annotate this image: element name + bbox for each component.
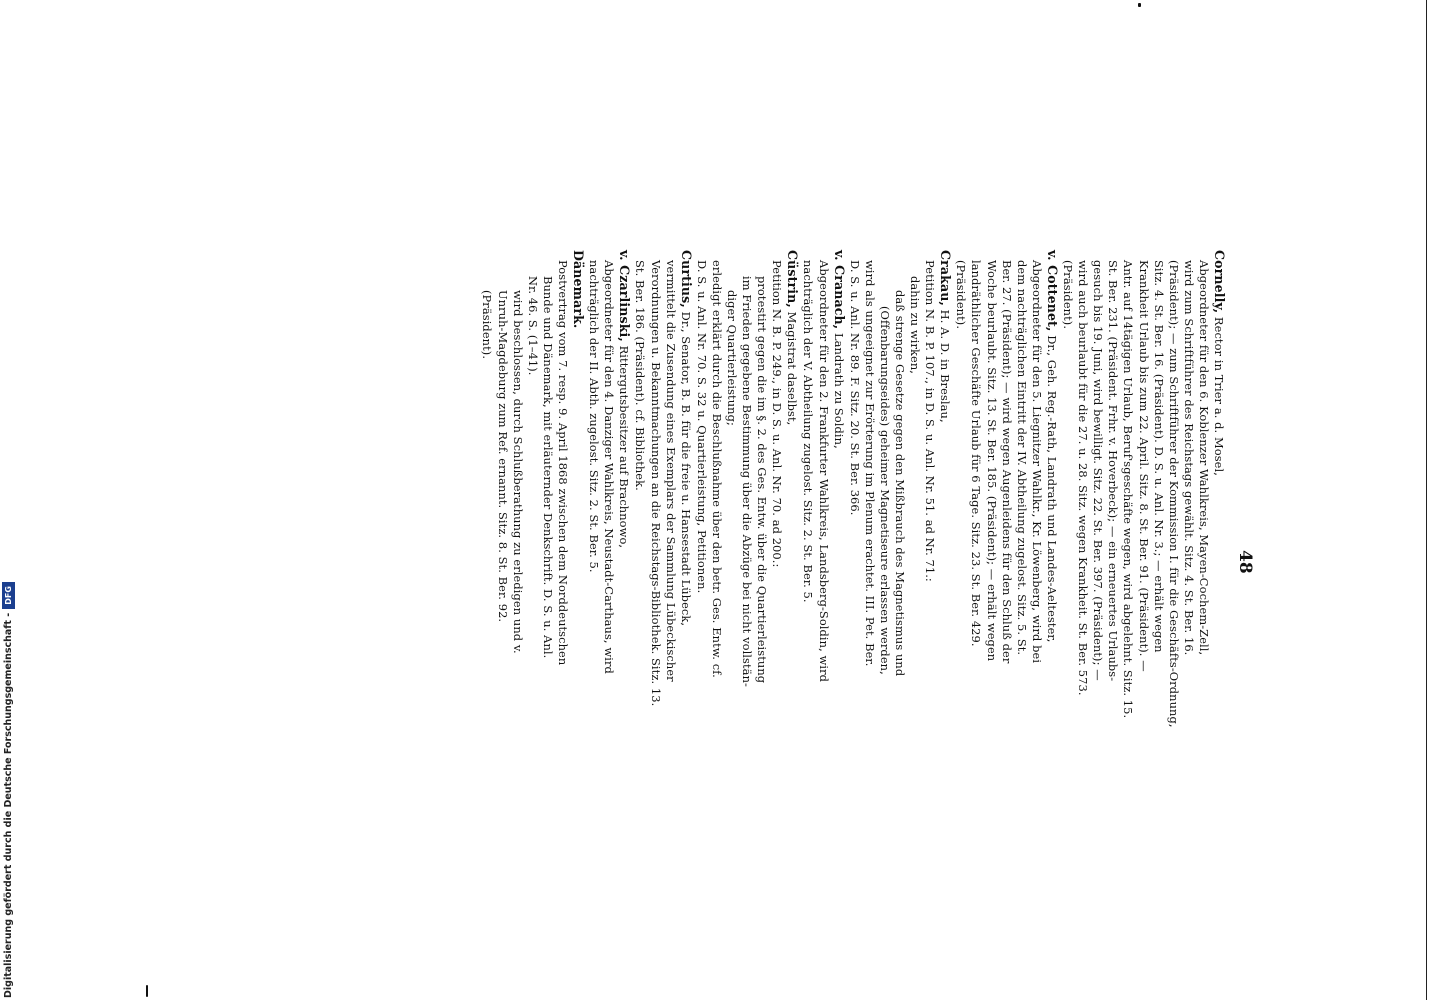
- register-entry: [953, 250, 1060, 950]
- entry-line: [1120, 250, 1135, 950]
- entry-text: im Frieden gegebene Bestimmung über die Abzüge bei nicht vollstän-: [740, 276, 755, 687]
- entry-text: (Präsident); — zum Schriftführer der Kommission I. für die Geschäfts-Ordnung,: [1166, 260, 1181, 728]
- scan-speck: [1138, 3, 1141, 7]
- entry-text: (Präsident).: [1061, 260, 1076, 330]
- entry-text: Ber. 27. (Präsident); — wird wegen Augenleidens für den Schluß der: [999, 260, 1014, 664]
- entry-heading: Curtius,: [678, 250, 694, 308]
- entry-text: St. Ber. 231. (Präsident. Frhr. v. Hoverbeck); — ein erneuertes Urlaubs-: [1106, 260, 1121, 682]
- entry-line: [510, 250, 525, 950]
- entry-line: [495, 250, 510, 950]
- entry-line: [892, 250, 907, 950]
- entry-text: St. Ber. 186. (Präsident). cf. Bibliothek.: [633, 260, 648, 491]
- entry-text: wird beschlossen, durch Schlußberathung zu erledigen und v.: [510, 290, 525, 654]
- register-entry: [800, 250, 846, 950]
- entry-text: Petition N. B. P. 249., in D. S. u. Anl. Nr. 70. ad 200.:: [770, 260, 785, 568]
- entry-line: [984, 250, 999, 950]
- entry-text: (Offenbarungseides) geheimer Magnetiseure erlassen werden,: [877, 306, 892, 675]
- entry-line: [847, 250, 862, 950]
- entry-text: diger Quartierleistung;: [725, 290, 739, 426]
- entry-text: Antr. auf 14tägigen Urlaub, Beruf'sgeschäfte wegen, wird abgelehnt. Sitz. 15.: [1121, 260, 1136, 719]
- entry-line: [1135, 250, 1150, 950]
- entry-line: [555, 250, 570, 950]
- entry-line: [769, 250, 784, 950]
- entry-text: dahin zu wirken,: [908, 276, 923, 375]
- entry-text: D. S. u. Anl. Nr. 89. F. Sitz. 20. St. Ber. 366.: [847, 260, 862, 516]
- entry-heading: Crakau,: [938, 250, 954, 306]
- register-entry: [1060, 250, 1227, 950]
- entry-line: [999, 250, 1014, 950]
- entry-text: gesuch bis 19. Juni, wird bewilligt. Sitz. 22. St. Ber. 397. (Präsident); —: [1091, 260, 1106, 681]
- entry-line: [1166, 250, 1181, 950]
- scan-speck: [146, 985, 148, 997]
- entry-text: Dr., Senator, B. B. für die freie u. Hansestadt Lübeck,: [678, 307, 693, 627]
- entry-text: (Präsident).: [480, 290, 495, 360]
- entry-text: Dr., Geh. Reg.-Rath, Landrath und Landes-Aeltester,: [1044, 331, 1059, 643]
- entry-line: [1044, 250, 1060, 950]
- entry-heading: v. Czarlinski,: [617, 250, 633, 342]
- entry-line: [1060, 250, 1075, 950]
- entry-heading: Cüstrin,: [785, 250, 801, 308]
- entry-text: Verordnungen u. Bekanntmachungen an die Reichstags-Bibliothek. Sitz. 13.: [648, 260, 663, 707]
- credit-text: Digitalisierung gefördert durch die Deutsche Forschungsgemeinschaft -: [3, 612, 14, 998]
- entry-text: Abgeordneter für den 4. Danziger Wahlkreis, Neustadt-Carthaus, wird: [602, 260, 617, 674]
- entry-line: [694, 250, 709, 950]
- entry-heading: Cornelly,: [1212, 250, 1227, 314]
- entry-text: Unruh-Magdeburg zum Ref. ernannt. Sitz. 8. St. Ber. 92.: [495, 290, 510, 623]
- entry-heading: Dänemark.: [571, 250, 587, 329]
- register-entry: [586, 250, 632, 950]
- entry-line: [1029, 250, 1044, 950]
- page-number: 48: [1235, 550, 1255, 574]
- entry-line: [709, 250, 724, 950]
- entry-heading: v. Cranach,: [831, 250, 847, 330]
- register-entry: [632, 250, 693, 950]
- entry-text: Krankheit Urlaub bis zum 22. April. Sitz. 8. St. Ber. 91. (Präsident). —: [1136, 260, 1151, 672]
- entry-line: [1211, 250, 1227, 950]
- entry-text: vermittelt die Zusendung eines Exemplars der Sammlung Lübeckischer: [663, 260, 678, 682]
- entry-text: Woche beurlaubt. Sitz. 13. St. Ber. 185. (Präsident); — erhält wegen: [984, 260, 999, 662]
- entry-text: nachträglich der II. Abth. zugelost. Sitz. 2. St. Ber. 5.: [587, 260, 602, 573]
- entry-text: Landrath zu Soldin,: [831, 329, 846, 449]
- entry-text: H. A. D. in Breslau,: [938, 305, 953, 423]
- register-entry: [479, 250, 586, 950]
- entry-line: [678, 250, 694, 950]
- entry-text: D. S. u. Anl. Nr. 70. S. 32 u. Quartierleistung, Petitionen.: [694, 260, 709, 594]
- entry-text: Postvertrag vom 7. resp. 9. April 1868 zwischen dem Norddeutschen: [555, 260, 570, 666]
- entry-text: Abgeordneter für den 5. Liegnitzer Wahlkr., Kr. Löwenberg, wird bei: [1029, 260, 1044, 664]
- entry-line: [953, 250, 968, 950]
- entry-text: nachträglich der V. Abtheilung zugelost. Sitz. 2. St. Ber. 5.: [801, 260, 816, 603]
- entry-line: [616, 250, 632, 950]
- entry-line: [601, 250, 616, 950]
- entry-text: wird als ungeeignet zur Erörterung im Plenum erachtet. III. Pet. Ber.: [862, 260, 877, 667]
- entry-line: [862, 250, 877, 950]
- entry-text: Bunde und Dänemark, mit erläuternder Denkschrift. D. S. u. Anl.: [540, 276, 555, 659]
- entry-line: [1075, 250, 1090, 950]
- entry-line: [586, 250, 601, 950]
- entry-text: daß strenge Gesetze gegen den Mißbrauch des Magnetismus und: [893, 290, 908, 677]
- entry-line: [784, 250, 800, 950]
- entry-line: [479, 250, 494, 950]
- entry-line: [877, 250, 892, 950]
- rotated-page: [480, 250, 1255, 950]
- entry-line: [937, 250, 953, 950]
- digitization-credit: [2, 582, 15, 998]
- entry-text: Nr. 46. S. (1–41).: [525, 276, 540, 376]
- entry-line: [815, 250, 830, 950]
- entry-line: [1014, 250, 1029, 950]
- entry-text: Rector in Trier a. d. Mosel,: [1212, 313, 1226, 476]
- entry-text: erledigt erklärt durch die Beschlußnahme über den betr. Ges. Entw. cf.: [709, 260, 724, 678]
- register-entries: [479, 250, 1227, 950]
- entry-line: [968, 250, 983, 950]
- entry-text: landräthlicher Geschäfte Urlaub für 6 Tage. Sitz. 23. St. Ber. 429.: [969, 260, 984, 647]
- entry-line: [1090, 250, 1105, 950]
- entry-text: wird zum Schriftführer des Reichstags gewählt. Sitz. 4. St. Ber. 16.: [1181, 260, 1196, 656]
- entry-text: Petition N. B. P. 107., in D. S. u. Anl. Nr. 51. ad Nr. 71.:: [923, 260, 938, 582]
- entry-text: Abgeordneter für den 2. Frankfurter Wahlkreis, Landsberg-Soldin, wird: [816, 260, 831, 683]
- entry-line: [739, 250, 754, 950]
- entry-text: Magistrat daselbst,: [785, 307, 800, 426]
- entry-line: [1196, 250, 1211, 950]
- register-entry: [847, 250, 954, 950]
- entry-line: [647, 250, 662, 950]
- scan-border-right: [1426, 0, 1427, 1000]
- entry-line: [632, 250, 647, 950]
- entry-heading: v. Cottenet,: [1044, 250, 1060, 332]
- entry-line: [570, 250, 586, 950]
- entry-text: wird auch beurlaubt für die 27. u. 28. Sitz. wegen Krankheit. St. Ber. 573.: [1076, 260, 1091, 696]
- entry-line: [922, 250, 937, 950]
- entry-line: [663, 250, 678, 950]
- register-entry: [694, 250, 801, 950]
- entry-text: protestirt gegen die im §. 2. des Ges. Entw. über die Quartierleistung: [755, 276, 770, 684]
- entry-line: [525, 250, 540, 950]
- entry-line: [831, 250, 847, 950]
- entry-line: [1105, 250, 1120, 950]
- entry-line: [724, 250, 739, 950]
- entry-line: [1151, 250, 1166, 950]
- entry-line: [1181, 250, 1196, 950]
- entry-text: (Präsident).: [954, 260, 969, 330]
- entry-text: Sitz. 4. St. Ber. 16. (Präsident). D. S. u. Anl. Nr. 3.; — erhält wegen: [1151, 260, 1166, 653]
- entry-line: [800, 250, 815, 950]
- dfg-logo: DFG: [2, 582, 15, 609]
- entry-line: [540, 250, 555, 950]
- entry-text: Rittergutsbesitzer auf Brachnowo,: [617, 341, 632, 549]
- entry-line: [754, 250, 769, 950]
- entry-line: [907, 250, 922, 950]
- entry-text: Abgeordneter für den 6. Koblenzer Wahlkreis, Mayen-Cochem-Zell,: [1196, 260, 1211, 656]
- entry-text: dem nachträglichen Eintritt der IV. Abtheilung zugelost. Sitz. 5. St.: [1014, 260, 1029, 656]
